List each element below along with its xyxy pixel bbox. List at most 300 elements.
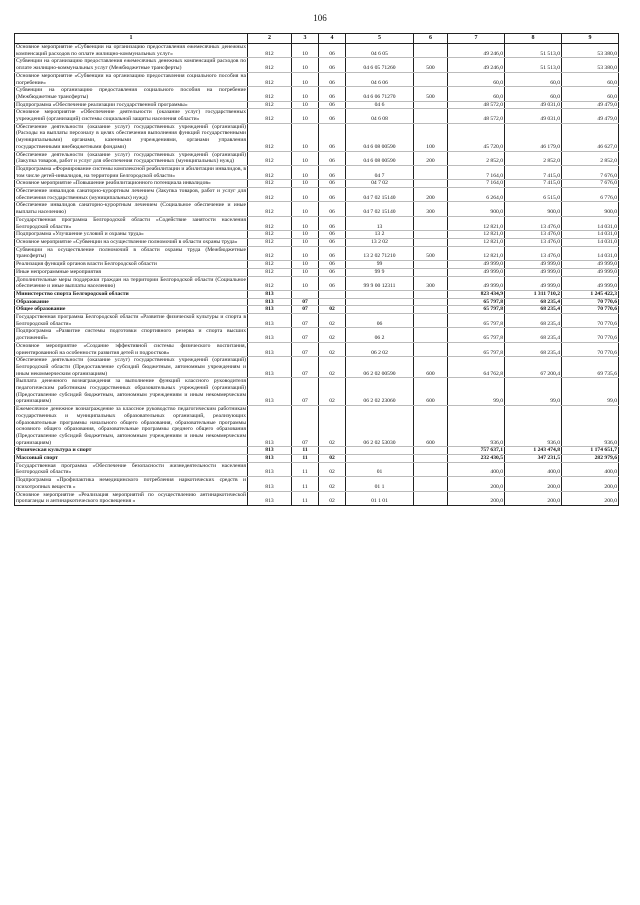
rz-cell: 07: [292, 328, 319, 342]
row-name-cell: Основное мероприятие «Реализация мероприятий по осуществлению антинаркотической пропаганды и антинаркотического просвещения »: [16, 491, 246, 505]
amount-year1-cell: 232 430,5: [448, 455, 505, 463]
rz-cell: 10: [292, 123, 319, 151]
vr-cell: [414, 477, 448, 491]
row-name-cell: Выплата денежного вознаграждения за выполнение функций классного руководителя педагогическим работникам государственных образовательных учреждений (организаций) (Предоставление субсидий бюджетным, автономным учреждениям и иным некоммерческим организациям): [16, 378, 246, 405]
rz-cell: 10: [292, 202, 319, 216]
csr-cell: 06 2 02 23060: [346, 378, 414, 406]
rz-cell: 10: [292, 231, 319, 239]
vr-cell: [414, 72, 448, 86]
amount-year1-cell: 200,0: [448, 491, 505, 505]
gr-cell: 812: [248, 238, 292, 246]
vr-cell: 200: [414, 151, 448, 165]
gr-cell: 813: [248, 455, 292, 463]
rz-cell: 07: [292, 314, 319, 328]
table-row: [15, 188, 619, 202]
pr-cell: 06: [319, 87, 346, 101]
amount-year3-cell: 200,0: [562, 477, 619, 491]
gr-cell: 812: [248, 231, 292, 239]
pr-cell: [319, 447, 346, 455]
amount-year3-cell: 70 770,6: [562, 328, 619, 342]
rz-cell: 10: [292, 180, 319, 188]
pr-cell: 06: [319, 109, 346, 123]
amount-year2-cell: 68 235,4: [505, 342, 562, 356]
rz-cell: 10: [292, 216, 319, 230]
amount-year1-cell: 936,0: [448, 406, 505, 447]
amount-year2-cell: 49 999,0: [505, 261, 562, 269]
row-name-cell: Обеспечение деятельности (оказание услуг) государственных учреждений (организаций) (Расходы на выплаты персоналу в целях обеспечения выполнения функций государственными (муниципальными) органами, казенными учреждениями, органами управления государственными внебюджетными фондами): [16, 123, 246, 150]
row-name-cell: Образование: [15, 298, 248, 306]
row-name-cell: Основное мероприятие «Повышение реабилитационного потенциала инвалидов»: [15, 180, 248, 188]
row-name-cell: Государственная программа Белгородской области «Развитие физической культуры и спорта в Белгородской области»: [16, 314, 246, 327]
amount-year2-cell: 1 311 710,2: [505, 290, 562, 298]
pr-cell: 02: [319, 406, 346, 447]
pr-cell: 06: [319, 202, 346, 216]
table-row: [15, 477, 619, 491]
amount-year2-cell: 68 235,4: [505, 328, 562, 342]
rz-cell: 07: [292, 298, 319, 306]
table-row: [15, 180, 619, 188]
row-name-cell: Подпрограмма «Профилактика немедицинского потребления наркотических средств и психотропных веществ »: [16, 477, 246, 490]
amount-year2-cell: 400,0: [505, 462, 562, 476]
table-row: [15, 238, 619, 246]
csr-cell: 04 6 06: [346, 72, 414, 86]
row-name-cell: Основное мероприятие «Создание эффективной системы физического воспитания, ориентированной на особенности развития детей и подростков»: [16, 342, 246, 356]
vr-cell: [414, 180, 448, 188]
rz-cell: 07: [292, 406, 319, 447]
vr-cell: 500: [414, 246, 448, 260]
vr-cell: [414, 306, 448, 314]
table-row: [15, 231, 619, 239]
csr-cell: 01 1 01: [346, 491, 414, 505]
pr-cell: 06: [319, 246, 346, 260]
csr-cell: [346, 298, 414, 306]
table-row: [15, 276, 619, 290]
table-body: [15, 44, 619, 506]
gr-cell: 813: [248, 298, 292, 306]
vr-cell: [414, 165, 448, 179]
table-row: [15, 151, 619, 165]
row-name-cell: Физическая культура и спорт: [15, 447, 248, 455]
amount-year1-cell: 200,0: [448, 477, 505, 491]
pr-cell: 06: [319, 231, 346, 239]
row-name-cell: Основное мероприятие «Субвенции на организацию предоставления социального пособия на погребение»: [16, 72, 246, 86]
amount-year2-cell: 46 179,0: [505, 123, 562, 151]
row-name-cell: Подпрограмма «Развитие системы подготовки спортивного резерва и спорта высших достижений»: [16, 328, 246, 342]
amount-year3-cell: 99,0: [562, 378, 619, 406]
amount-year2-cell: 68 235,4: [505, 298, 562, 306]
row-name-cell: Обеспечение инвалидов санаторно-курортным лечением (Социальное обеспечение и иные выплаты населению): [16, 202, 246, 216]
amount-year3-cell: 900,0: [562, 202, 619, 216]
amount-year1-cell: 12 821,0: [448, 216, 505, 230]
table-row: [15, 406, 619, 447]
amount-year3-cell: 46 627,0: [562, 123, 619, 151]
gr-cell: 813: [248, 406, 292, 447]
table-row: [15, 246, 619, 260]
pr-cell: 06: [319, 123, 346, 151]
amount-year1-cell: 12 821,0: [448, 238, 505, 246]
pr-cell: 02: [319, 306, 346, 314]
gr-cell: 812: [248, 87, 292, 101]
table-row: [15, 268, 619, 276]
vr-cell: [414, 462, 448, 476]
amount-year2-cell: 68 235,4: [505, 314, 562, 328]
gr-cell: 813: [248, 477, 292, 491]
row-name-cell: Субвенции на организацию предоставления ежемесячных денежных компенсаций расходов по оплате жилищно-коммунальных услуг (Межбюджетные трансферты): [16, 58, 246, 72]
csr-cell: 13 2 02: [346, 238, 414, 246]
amount-year2-cell: 13 476,0: [505, 231, 562, 239]
gr-cell: 812: [248, 72, 292, 86]
amount-year3-cell: 2 852,0: [562, 151, 619, 165]
gr-cell: 812: [248, 202, 292, 216]
column-header: 7: [448, 34, 505, 44]
amount-year3-cell: 6 776,0: [562, 188, 619, 202]
gr-cell: 813: [248, 447, 292, 455]
pr-cell: 06: [319, 276, 346, 290]
vr-cell: [414, 231, 448, 239]
amount-year1-cell: 49 999,0: [448, 276, 505, 290]
amount-year3-cell: 49 479,0: [562, 101, 619, 109]
vr-cell: [414, 109, 448, 123]
vr-cell: 200: [414, 188, 448, 202]
column-header: 5: [346, 34, 414, 44]
rz-cell: 11: [292, 477, 319, 491]
vr-cell: [414, 261, 448, 269]
rz-cell: 10: [292, 268, 319, 276]
gr-cell: 812: [248, 44, 292, 58]
row-name-cell: Обеспечение деятельности (оказание услуг) государственных учреждений (организаций) (Закупка товаров, работ и услуг для обеспечения государственных (муниципальных) нужд): [16, 151, 246, 165]
pr-cell: 06: [319, 58, 346, 72]
row-name-cell: Дополнительные меры поддержки граждан на территории Белгородской области (Социальное обеспечение и иные выплаты населению): [16, 276, 246, 290]
vr-cell: [414, 491, 448, 505]
amount-year2-cell: 2 852,0: [505, 151, 562, 165]
amount-year2-cell: 936,0: [505, 406, 562, 447]
amount-year2-cell: 900,0: [505, 202, 562, 216]
gr-cell: 812: [248, 165, 292, 179]
rz-cell: [292, 290, 319, 298]
csr-cell: 06: [346, 314, 414, 328]
amount-year2-cell: 49 031,0: [505, 109, 562, 123]
amount-year3-cell: 53 380,0: [562, 58, 619, 72]
amount-year1-cell: 49 246,0: [448, 58, 505, 72]
csr-cell: 01: [346, 462, 414, 476]
table-row: [15, 462, 619, 476]
vr-cell: 600: [414, 406, 448, 447]
pr-cell: [319, 298, 346, 306]
amount-year1-cell: 49 999,0: [448, 261, 505, 269]
pr-cell: 02: [319, 477, 346, 491]
row-name-cell: Обеспечение деятельности (оказание услуг) государственных учреждений (организаций) Белгородской области (Предоставление субсидий бюджетным, автономным учреждениям и иным некоммерческим организациям): [16, 357, 246, 377]
amount-year3-cell: 14 031,0: [562, 216, 619, 230]
pr-cell: 02: [319, 328, 346, 342]
csr-cell: 06 2 02: [346, 342, 414, 356]
row-name-cell: Основное мероприятие «Субвенции на осуществление полномочий в области охраны труда»: [15, 238, 248, 246]
vr-cell: [414, 328, 448, 342]
csr-cell: 06 2 02 53030: [346, 406, 414, 447]
pr-cell: 06: [319, 261, 346, 269]
amount-year2-cell: 200,0: [505, 477, 562, 491]
amount-year3-cell: 14 031,0: [562, 238, 619, 246]
amount-year3-cell: 200,0: [562, 491, 619, 505]
gr-cell: 813: [248, 491, 292, 505]
table-row: [15, 261, 619, 269]
amount-year3-cell: 70 770,6: [562, 298, 619, 306]
vr-cell: [414, 216, 448, 230]
rz-cell: 10: [292, 261, 319, 269]
row-name-cell: Государственная программа «Обеспечение безопасности жизнедеятельности населения Белгородской области»: [16, 462, 246, 476]
csr-cell: 99 9 00 12311: [346, 276, 414, 290]
rz-cell: 07: [292, 306, 319, 314]
row-name-cell: Общее образование: [15, 306, 248, 314]
budget-table: [14, 33, 619, 506]
table-row: [15, 101, 619, 109]
csr-cell: 06 2: [346, 328, 414, 342]
row-name-cell: Подпрограмма «Обеспечение реализации государственной программы»: [15, 101, 248, 109]
amount-year1-cell: 65 797,8: [448, 328, 505, 342]
table-row: [15, 87, 619, 101]
amount-year3-cell: 49 999,0: [562, 268, 619, 276]
gr-cell: 813: [248, 328, 292, 342]
row-name-cell: Массовый спорт: [15, 455, 248, 463]
table-row: [15, 290, 619, 298]
amount-year3-cell: 14 031,0: [562, 231, 619, 239]
rz-cell: 10: [292, 44, 319, 58]
amount-year1-cell: 12 821,0: [448, 246, 505, 260]
pr-cell: 02: [319, 357, 346, 378]
csr-cell: 04 7: [346, 165, 414, 179]
row-name-cell: Подпрограмма «Формирование системы комплексной реабилитации и абилитации инвалидов, в том числе детей-инвалидов, на территории Белгородской области»: [16, 165, 246, 179]
pr-cell: 06: [319, 180, 346, 188]
amount-year2-cell: 49 999,0: [505, 268, 562, 276]
row-name-cell: Ежемесячное денежное вознаграждение за классное руководство педагогическим работникам государственных и муниципальных образовательных организаций, реализующих образовательные программы начального общего образования, образовательные программы основного общего образования, образовательные программы среднего общего образования (Предоставление субсидий бюджетным, автономным учреждениям и иным некоммерческим организациям): [16, 406, 246, 446]
rz-cell: 10: [292, 188, 319, 202]
table-row: [15, 357, 619, 378]
gr-cell: 812: [248, 151, 292, 165]
pr-cell: 02: [319, 455, 346, 463]
amount-year3-cell: 7 676,0: [562, 180, 619, 188]
pr-cell: 02: [319, 462, 346, 476]
rz-cell: 10: [292, 87, 319, 101]
pr-cell: 02: [319, 314, 346, 328]
vr-cell: 500: [414, 58, 448, 72]
pr-cell: 06: [319, 216, 346, 230]
table-row: [15, 165, 619, 179]
amount-year1-cell: 60,0: [448, 87, 505, 101]
amount-year2-cell: 13 476,0: [505, 216, 562, 230]
gr-cell: 812: [248, 180, 292, 188]
amount-year3-cell: 14 031,0: [562, 246, 619, 260]
csr-cell: 06 2 02 00590: [346, 357, 414, 378]
csr-cell: 04 6 08: [346, 109, 414, 123]
rz-cell: 07: [292, 342, 319, 356]
csr-cell: 04 7 02 15140: [346, 202, 414, 216]
rz-cell: 10: [292, 238, 319, 246]
amount-year3-cell: 400,0: [562, 462, 619, 476]
csr-cell: 04 7 02: [346, 180, 414, 188]
csr-cell: 01 1: [346, 477, 414, 491]
row-name-cell: Основное мероприятие «Субвенции на организацию предоставления ежемесячных денежных компенсаций расходов по оплате жилищно-коммунальных услуг»: [16, 44, 246, 57]
rz-cell: 10: [292, 101, 319, 109]
amount-year1-cell: 65 797,8: [448, 342, 505, 356]
row-name-cell: Субвенции на осуществление полномочий в области охраны труда (Межбюджетные трансферты): [16, 246, 246, 260]
pr-cell: 06: [319, 188, 346, 202]
column-header: 1: [15, 34, 248, 44]
table-row: [15, 216, 619, 230]
gr-cell: 812: [248, 188, 292, 202]
table-row: [15, 44, 619, 58]
amount-year3-cell: 60,0: [562, 87, 619, 101]
amount-year2-cell: 60,0: [505, 87, 562, 101]
amount-year2-cell: 200,0: [505, 491, 562, 505]
table-row: [15, 328, 619, 342]
vr-cell: [414, 101, 448, 109]
table-row: [15, 314, 619, 328]
csr-cell: 04 6 06 71270: [346, 87, 414, 101]
amount-year1-cell: 99,0: [448, 378, 505, 406]
amount-year2-cell: 51 513,0: [505, 44, 562, 58]
amount-year2-cell: 99,0: [505, 378, 562, 406]
rz-cell: 10: [292, 72, 319, 86]
amount-year3-cell: 282 979,6: [562, 455, 619, 463]
csr-cell: 99: [346, 261, 414, 269]
table-header-row: [15, 34, 619, 44]
csr-cell: 04 6 05 71260: [346, 58, 414, 72]
vr-cell: [414, 290, 448, 298]
rz-cell: 07: [292, 357, 319, 378]
vr-cell: [414, 298, 448, 306]
amount-year1-cell: 48 572,0: [448, 101, 505, 109]
amount-year3-cell: 49 999,0: [562, 261, 619, 269]
csr-cell: [346, 290, 414, 298]
amount-year2-cell: 60,0: [505, 72, 562, 86]
amount-year1-cell: 49 246,0: [448, 44, 505, 58]
amount-year3-cell: 70 770,6: [562, 342, 619, 356]
rz-cell: 10: [292, 58, 319, 72]
row-name-cell: Субвенции на организацию предоставления социального пособия на погребение (Межбюджетные трансферты): [16, 87, 246, 100]
pr-cell: 06: [319, 101, 346, 109]
rz-cell: 10: [292, 109, 319, 123]
table-row: [15, 123, 619, 151]
csr-cell: 13: [346, 216, 414, 230]
column-header: 6: [414, 34, 448, 44]
row-name-cell: Реализация функций органов власти Белгородской области: [15, 261, 248, 269]
vr-cell: [414, 455, 448, 463]
gr-cell: 812: [248, 246, 292, 260]
gr-cell: 813: [248, 378, 292, 406]
table-row: [15, 378, 619, 406]
amount-year3-cell: 49 999,0: [562, 276, 619, 290]
csr-cell: [346, 447, 414, 455]
amount-year1-cell: 823 434,9: [448, 290, 505, 298]
vr-cell: 500: [414, 87, 448, 101]
amount-year1-cell: 49 999,0: [448, 268, 505, 276]
vr-cell: 100: [414, 123, 448, 151]
row-name-cell: Обеспечение инвалидов санаторно-курортным лечением (Закупка товаров, работ и услуг для обеспечения государственных (муниципальных) нужд): [16, 188, 246, 201]
amount-year1-cell: 45 720,0: [448, 123, 505, 151]
amount-year1-cell: 6 264,0: [448, 188, 505, 202]
table-row: [15, 447, 619, 455]
csr-cell: 04 6 08 00590: [346, 123, 414, 151]
pr-cell: 02: [319, 491, 346, 505]
amount-year1-cell: 60,0: [448, 72, 505, 86]
rz-cell: 11: [292, 447, 319, 455]
amount-year3-cell: 49 479,0: [562, 109, 619, 123]
amount-year2-cell: 68 235,4: [505, 306, 562, 314]
vr-cell: [414, 314, 448, 328]
rz-cell: 10: [292, 151, 319, 165]
amount-year1-cell: 65 797,8: [448, 314, 505, 328]
table-row: [15, 202, 619, 216]
amount-year1-cell: 757 637,1: [448, 447, 505, 455]
gr-cell: 813: [248, 306, 292, 314]
amount-year1-cell: 7 164,0: [448, 180, 505, 188]
amount-year3-cell: 70 770,6: [562, 314, 619, 328]
vr-cell: [414, 44, 448, 58]
csr-cell: 99 9: [346, 268, 414, 276]
amount-year1-cell: 400,0: [448, 462, 505, 476]
gr-cell: 812: [248, 58, 292, 72]
column-header: 3: [292, 34, 319, 44]
amount-year2-cell: 49 031,0: [505, 101, 562, 109]
pr-cell: 06: [319, 238, 346, 246]
amount-year3-cell: 1 174 651,7: [562, 447, 619, 455]
gr-cell: 813: [248, 342, 292, 356]
row-name-cell: Иные непрограммные мероприятия: [15, 268, 248, 276]
table-row: [15, 58, 619, 72]
column-header: 4: [319, 34, 346, 44]
column-header: 9: [562, 34, 619, 44]
table-row: [15, 109, 619, 123]
vr-cell: [414, 447, 448, 455]
amount-year2-cell: 347 231,5: [505, 455, 562, 463]
amount-year2-cell: 49 999,0: [505, 276, 562, 290]
rz-cell: 07: [292, 378, 319, 406]
amount-year3-cell: 69 735,6: [562, 357, 619, 378]
vr-cell: [414, 268, 448, 276]
gr-cell: 813: [248, 462, 292, 476]
gr-cell: 813: [248, 314, 292, 328]
row-name-cell: Подпрограмма «Улучшение условий и охраны труда»: [15, 231, 248, 239]
rz-cell: 11: [292, 455, 319, 463]
csr-cell: 04 6: [346, 101, 414, 109]
vr-cell: 600: [414, 378, 448, 406]
column-header: 2: [248, 34, 292, 44]
vr-cell: [414, 238, 448, 246]
gr-cell: 812: [248, 216, 292, 230]
page-number: 106: [313, 13, 327, 23]
amount-year2-cell: 7 415,0: [505, 165, 562, 179]
amount-year1-cell: 7 164,0: [448, 165, 505, 179]
csr-cell: [346, 455, 414, 463]
amount-year3-cell: 60,0: [562, 72, 619, 86]
amount-year3-cell: 70 770,6: [562, 306, 619, 314]
row-name-cell: Министерство спорта Белгородской области: [15, 290, 248, 298]
row-name-cell: Основное мероприятие «Обеспечение деятельности (оказание услуг) государственных учреждений (организаций) системы социальной защиты населения области»: [16, 109, 246, 123]
rz-cell: 10: [292, 165, 319, 179]
amount-year2-cell: 6 515,0: [505, 188, 562, 202]
gr-cell: 812: [248, 101, 292, 109]
pr-cell: 02: [319, 378, 346, 406]
gr-cell: 813: [248, 290, 292, 298]
amount-year3-cell: 7 676,0: [562, 165, 619, 179]
vr-cell: 300: [414, 276, 448, 290]
amount-year3-cell: 1 245 422,3: [562, 290, 619, 298]
amount-year2-cell: 67 200,4: [505, 357, 562, 378]
gr-cell: 813: [248, 357, 292, 378]
csr-cell: [346, 306, 414, 314]
csr-cell: 04 6 05: [346, 44, 414, 58]
amount-year2-cell: 13 476,0: [505, 246, 562, 260]
pr-cell: 06: [319, 44, 346, 58]
